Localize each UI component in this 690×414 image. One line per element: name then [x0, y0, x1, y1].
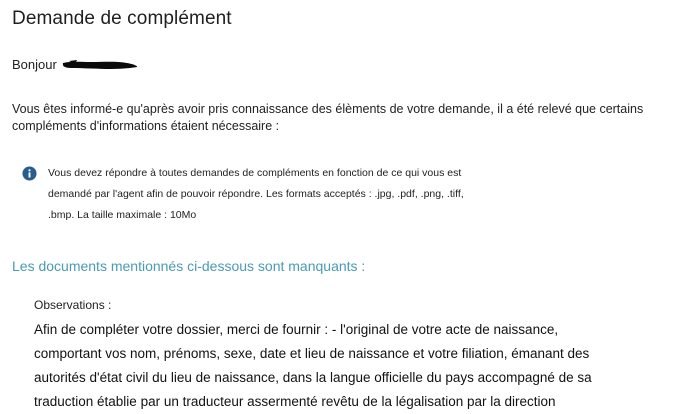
redacted-name: [61, 59, 139, 71]
observations-text: Afin de compléter votre dossier, merci de fournir : - l'original de votre acte de naissance, comportant vos nom, prénoms, sexe, date et lieu de naissance et votre filiation, émanant des autorités d'état civil du lieu de naissance, dans la langue officielle du pays accompagné de sa traduction établie par un traducteur assermenté revêtu de la légalisation par la direction: [34, 322, 592, 409]
info-text: Vous devez répondre à toutes demandes de compléments en fonction de ce qui vous est demandé par l'agent afin de pouvoir répondre. Les formats acceptés : .jpg, .pdf, .png, .tiff, .bmp. La taille maximale : 10Mo: [48, 167, 464, 221]
info-icon: [22, 166, 37, 181]
intro-text: Vous êtes informé-e qu'après avoir pris connaissance des élèments de votre demande, il a été relevé que certains compléments d'informations étaient nécessaire :: [12, 102, 644, 133]
greeting: [12, 57, 139, 72]
observations-label: Observations :: [34, 298, 112, 312]
page-title: Demande de complément: [12, 8, 232, 29]
greeting-text: Bonjour: [12, 57, 57, 72]
missing-documents-heading: Les documents mentionnés ci-dessous sont manquants :: [12, 258, 366, 274]
